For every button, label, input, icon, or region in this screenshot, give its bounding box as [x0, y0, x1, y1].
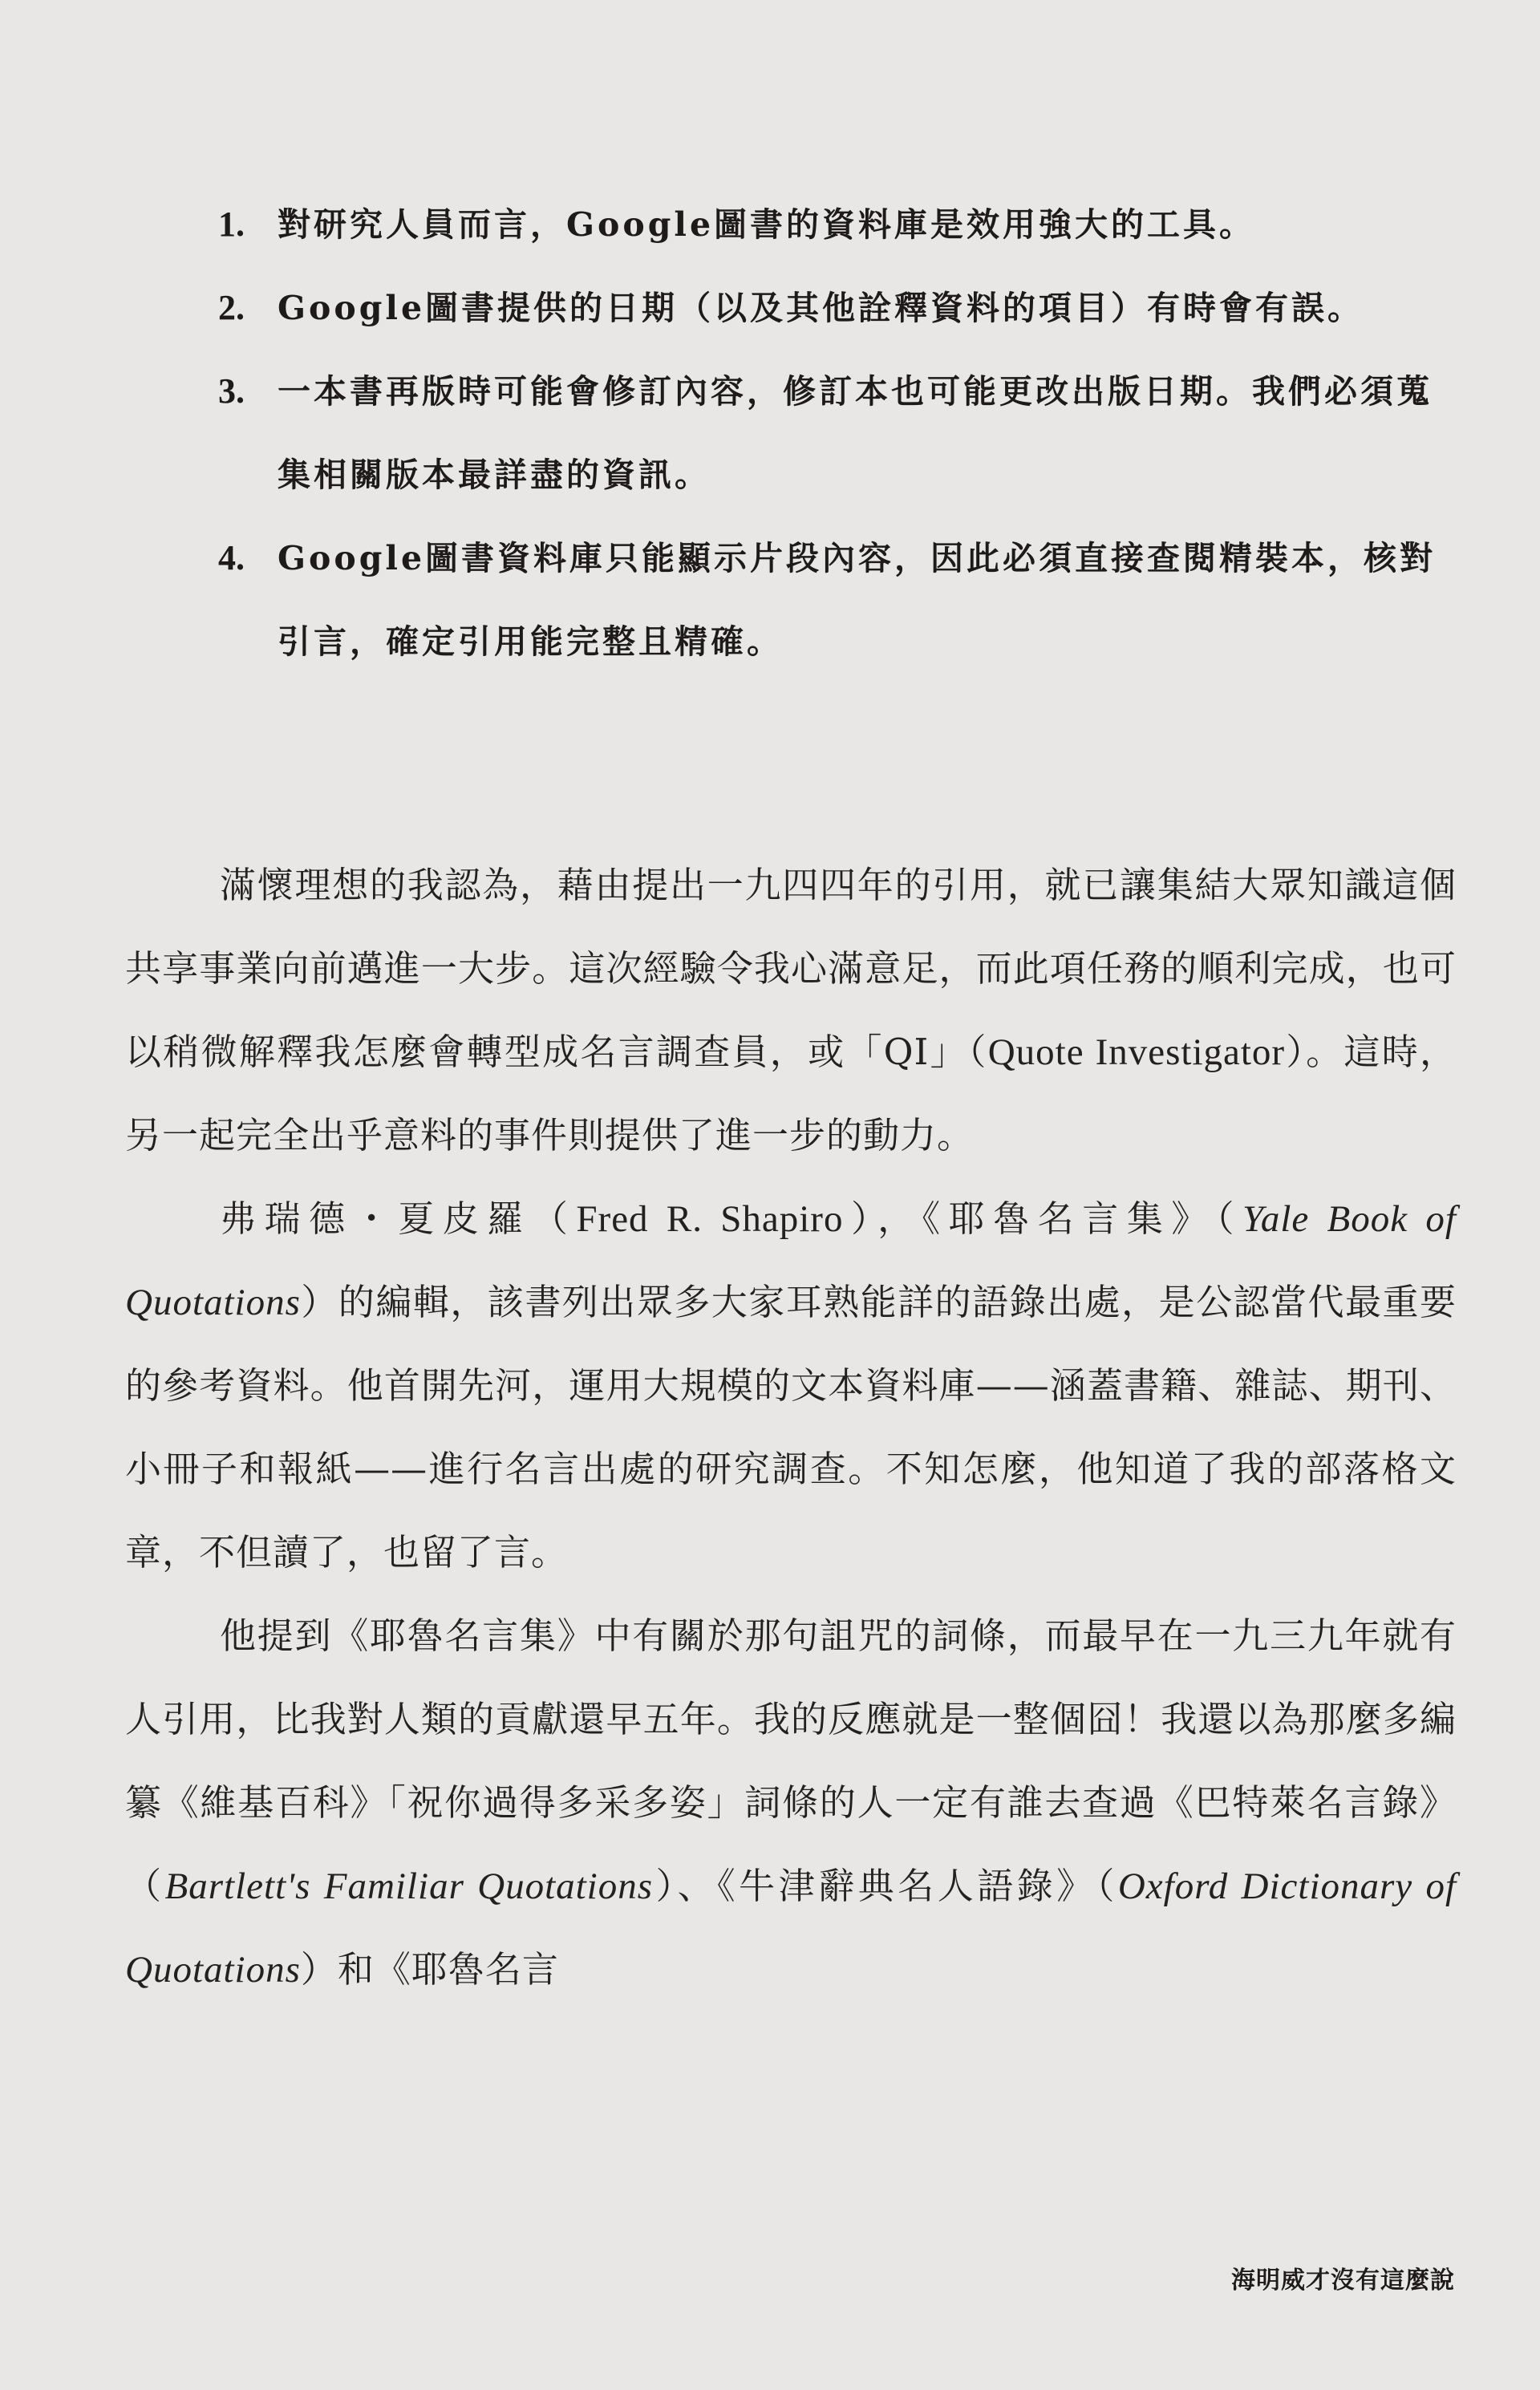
- paragraph-book-title: Bartlett's Familiar Quotations: [164, 1865, 654, 1907]
- paragraph-book-title: Oxford Dictionary of Quotations: [125, 1865, 1457, 1991]
- list-item-text: 對研究人員而言，Google圖書的資料庫是效用強大的工具。: [278, 205, 1256, 244]
- paragraph-text: 滿懷理想的我認為，藉由提出一九四四年的引用，就已讓集結大眾知識這個共享事業向前邁進一大步。這次經驗令我心滿意足，而此項任務的順利完成，也可以稍微解釋我怎麼會轉型成名言調查員，或「QI」（: [125, 864, 1457, 1073]
- paragraph: [125, 844, 1457, 1177]
- list-item-text: Google圖書提供的日期（以及其他詮釋資料的項目）有時會有誤。: [278, 289, 1364, 327]
- list-item-text: 一本書再版時可能會修訂內容，修訂本也可能更改出版日期。我們必須蒐集相關版本最詳盡的資訊。: [278, 372, 1433, 494]
- paragraph-latin-term: Quote Investigator: [987, 1031, 1286, 1073]
- running-footer-title: 海明威才沒有這麼說: [1231, 2266, 1455, 2295]
- paragraph-text: ）的編輯，該書列出眾多大家耳熟能詳的語錄出處，是公認當代最重要的參考資料。他首開先河，運用大規模的文本資料庫——涵蓋書籍、雜誌、期刊、小冊子和報紙——進行名言出處的研究調查。不知怎麼，他知道了我的部落格文章，不但讀了，也留了言。: [125, 1281, 1457, 1574]
- body-text: [125, 844, 1457, 2011]
- paragraph: [125, 1594, 1457, 2011]
- paragraph-text: 他提到《耶魯名言集》中有關於那句詛咒的詞條，而最早在一九三九年就有人引用，比我對人類的貢獻還早五年。我的反應就是一整個囧！我還以為那麼多編纂《維基百科》「祝你過得多采多姿」詞條的人一定有誰去查過《巴特萊名言錄》（: [125, 1614, 1457, 1907]
- numbered-list: [218, 183, 1453, 683]
- paragraph-text: ）、《牛津辭典名人語錄》（: [653, 1865, 1118, 1907]
- list-item-number: 2.: [218, 288, 245, 327]
- paragraph: [125, 1177, 1457, 1594]
- list-item: [218, 350, 1453, 516]
- list-item: [218, 516, 1453, 683]
- list-item-number: 4.: [218, 538, 245, 577]
- paragraph-text: ），《耶魯名言集》（: [843, 1197, 1243, 1240]
- list-item: [218, 183, 1453, 266]
- list-item-text: Google圖書資料庫只能顯示片段內容，因此必須直接查閱精裝本，核對引言，確定引用能完整且精確。: [278, 539, 1437, 661]
- paragraph-book-title: Yale Book of Quotations: [125, 1198, 1457, 1323]
- paragraph-text: 弗瑞德・夏皮羅（: [220, 1197, 577, 1240]
- paragraph-text: ）和《耶魯名言: [300, 1948, 559, 1991]
- list-item-number: 3.: [218, 371, 245, 411]
- paragraph-latin-term: Fred R. Shapiro: [576, 1198, 844, 1240]
- paragraph-text: ）。這時，另一起完全出乎意料的事件則提供了進一步的動力。: [125, 1031, 1457, 1157]
- list-item: [218, 266, 1453, 350]
- list-item-number: 1.: [218, 205, 245, 244]
